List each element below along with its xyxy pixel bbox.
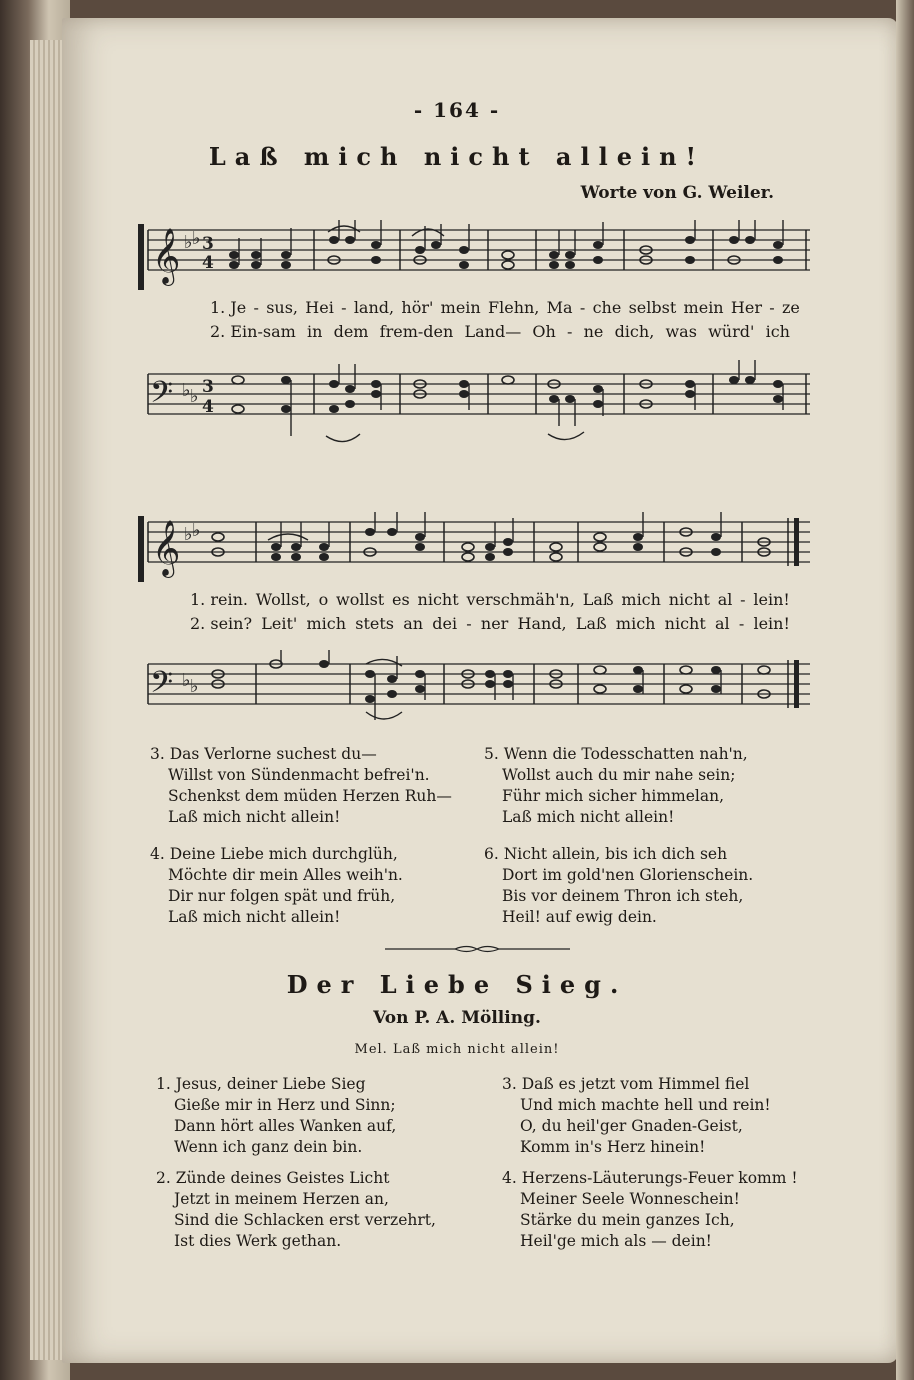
verse-line: Heil'ge mich als — dein! (520, 1232, 712, 1250)
lyric: - (769, 298, 775, 317)
verse-line: 3. Das Verlorne suchest du— (150, 745, 377, 763)
lyric: Wollst, (255, 590, 311, 609)
lyric: o (318, 590, 329, 609)
song-credit-2: Von P. A. Mölling. (373, 1008, 541, 1028)
svg-text:𝄞: 𝄞 (152, 520, 181, 576)
svg-text:3: 3 (202, 234, 214, 254)
lyric: hör' (401, 298, 434, 317)
verse-line: Laß mich nicht allein! (502, 808, 675, 826)
lyric: dem (333, 322, 369, 341)
verse-line: Und mich machte hell und rein! (520, 1096, 771, 1114)
lyric: Flehn, (488, 298, 540, 317)
svg-text:♭: ♭ (190, 386, 199, 407)
verse-line: 6. Nicht allein, bis ich dich seh (484, 845, 728, 863)
lyric: mich (615, 614, 656, 633)
song2-verse-3 (502, 1074, 771, 1158)
verse-line: O, du heil'ger Gnaden-Geist, (520, 1117, 743, 1135)
lyric: nicht (417, 590, 459, 609)
lyric: stets (355, 614, 394, 633)
svg-text:𝄢: 𝄢 (150, 666, 174, 707)
lyric: ne (583, 322, 604, 341)
verse-line: Wenn ich ganz dein bin. (174, 1138, 363, 1156)
lyric: nicht (668, 590, 710, 609)
lyric: sus, (266, 298, 299, 317)
lyric: Laß (582, 590, 614, 609)
song-title-2: Der Liebe Sieg. (286, 970, 628, 999)
verse-line: Ist dies Werk gethan. (174, 1232, 342, 1250)
lyrics-verse-1-system-1 (210, 298, 800, 317)
lyric: Laß (575, 614, 607, 633)
verse-line: Gieße mir in Herz und Sinn; (174, 1096, 396, 1114)
lyric: che (592, 298, 622, 317)
verse-line: Bis vor deinem Thron ich steh, (502, 887, 744, 905)
lyric: Her (730, 298, 762, 317)
lyric: ner (480, 614, 509, 633)
svg-text:3: 3 (202, 377, 214, 397)
lyric: - (341, 298, 347, 317)
lyric: was (665, 322, 697, 341)
verse-line: Sind die Schlacken erst verzehrt, (174, 1211, 436, 1229)
svg-text:♭: ♭ (192, 520, 201, 541)
svg-text:𝄢: 𝄢 (150, 376, 174, 417)
lyric: Ma (546, 298, 573, 317)
lyric: es (392, 590, 410, 609)
lyric: land, (353, 298, 395, 317)
verse-line: Möchte dir mein Alles weih'n. (168, 866, 403, 884)
lyric: ze (781, 298, 800, 317)
lyric: an (403, 614, 424, 633)
song2-verse-2 (156, 1168, 436, 1252)
verse-line: Dann hört alles Wanken auf, (174, 1117, 397, 1135)
verse-6 (484, 844, 753, 928)
verse-line: Jetzt in meinem Herzen an, (174, 1190, 389, 1208)
verse-line: Laß mich nicht allein! (168, 908, 341, 926)
lyric: mich (621, 590, 661, 609)
lyric: al (717, 590, 733, 609)
bass-staff-system-1 (138, 360, 814, 450)
lyric: in (306, 322, 323, 341)
lyrics-verse-1-system-2 (190, 590, 790, 609)
melody-note: Mel. Laß mich nicht allein! (354, 1042, 560, 1057)
lyric: - (738, 614, 745, 633)
verse-line: 5. Wenn die Todesschatten nah'n, (484, 745, 748, 763)
lyric: Hei (305, 298, 334, 317)
lyric: würd' (708, 322, 755, 341)
svg-text:♭: ♭ (182, 380, 191, 401)
verse-line: Schenkst dem müden Herzen Ruh— (168, 787, 452, 805)
lyric: 1. rein. (190, 590, 248, 609)
lyric: - (466, 614, 472, 633)
lyric: al (715, 614, 730, 633)
lyrics-verse-2-system-1 (210, 322, 790, 341)
lyric: 2. sein? (190, 614, 253, 633)
bass-staff-system-2 (138, 650, 814, 730)
lyric: - (579, 298, 586, 317)
verse-line: 4. Herzens-Läuterungs-Feuer komm ! (502, 1169, 798, 1187)
lyric: Land— (464, 322, 522, 341)
lyric: lein! (753, 590, 790, 609)
treble-staff-system-1 (138, 220, 814, 290)
lyric: 2. Ein-sam (210, 322, 296, 341)
lyric: mein (440, 298, 481, 317)
verse-line: Dort im gold'nen Glorienschein. (502, 866, 754, 884)
lyric: ich (765, 322, 790, 341)
lyric: mich (306, 614, 347, 633)
svg-text:♭: ♭ (182, 670, 191, 691)
svg-text:4: 4 (202, 253, 214, 273)
svg-text:4: 4 (202, 397, 214, 417)
verse-5 (484, 744, 748, 828)
treble-staff-system-2 (138, 512, 814, 582)
svg-text:♭: ♭ (184, 524, 193, 545)
lyrics-verse-2-system-2 (190, 614, 790, 633)
lyric: dei (432, 614, 458, 633)
lyric: mein (683, 298, 724, 317)
song-title: Laß mich nicht allein! (208, 142, 706, 171)
lyric: - (253, 298, 259, 317)
verse-line: Meiner Seele Wonneschein! (520, 1190, 740, 1208)
lyric: dich, (614, 322, 655, 341)
verse-line: 1. Jesus, deiner Liebe Sieg (156, 1075, 366, 1093)
book-right-edge (896, 0, 914, 1380)
verse-line: Stärke du mein ganzes Ich, (520, 1211, 735, 1229)
verse-line: Heil! auf ewig dein. (502, 908, 657, 926)
verse-line: 2. Zünde deines Geistes Licht (156, 1169, 390, 1187)
lyric: frem-den (379, 322, 454, 341)
verse-line: Laß mich nicht allein! (168, 808, 341, 826)
song-credit: Worte von G. Weiler. (580, 183, 774, 203)
verse-line: 3. Daß es jetzt vom Himmel fiel (502, 1075, 750, 1093)
lyric: - (567, 322, 573, 341)
lyric: Leit' (261, 614, 298, 633)
song2-verse-4 (502, 1168, 798, 1252)
section-divider (385, 944, 570, 954)
page-number: - 164 - (413, 98, 501, 122)
lyric: Hand, (517, 614, 567, 633)
verse-line: Willst von Sündenmacht befrei'n. (168, 766, 430, 784)
lyric: selbst (628, 298, 677, 317)
verse-line: Führ mich sicher himmelan, (502, 787, 725, 805)
lyric: 1. Je (210, 298, 247, 317)
lyric: nicht (664, 614, 706, 633)
lyric: - (740, 590, 746, 609)
lyric: verschmäh'n, (466, 590, 575, 609)
song2-verse-1 (156, 1074, 396, 1158)
lyric: wollst (336, 590, 385, 609)
verse-line: Wollst auch du mir nahe sein; (502, 766, 736, 784)
lyric: Oh (532, 322, 556, 341)
verse-4 (150, 844, 403, 928)
svg-text:♭: ♭ (184, 232, 193, 253)
verse-line: Dir nur folgen spät und früh, (168, 887, 396, 905)
lyric: lein! (753, 614, 790, 633)
svg-text:♭: ♭ (192, 228, 201, 249)
verse-line: 4. Deine Liebe mich durchglüh, (150, 845, 398, 863)
svg-text:♭: ♭ (190, 676, 199, 697)
svg-text:𝄞: 𝄞 (152, 228, 181, 284)
verse-line: Komm in's Herz hinein! (520, 1138, 706, 1156)
verse-3 (150, 744, 452, 828)
